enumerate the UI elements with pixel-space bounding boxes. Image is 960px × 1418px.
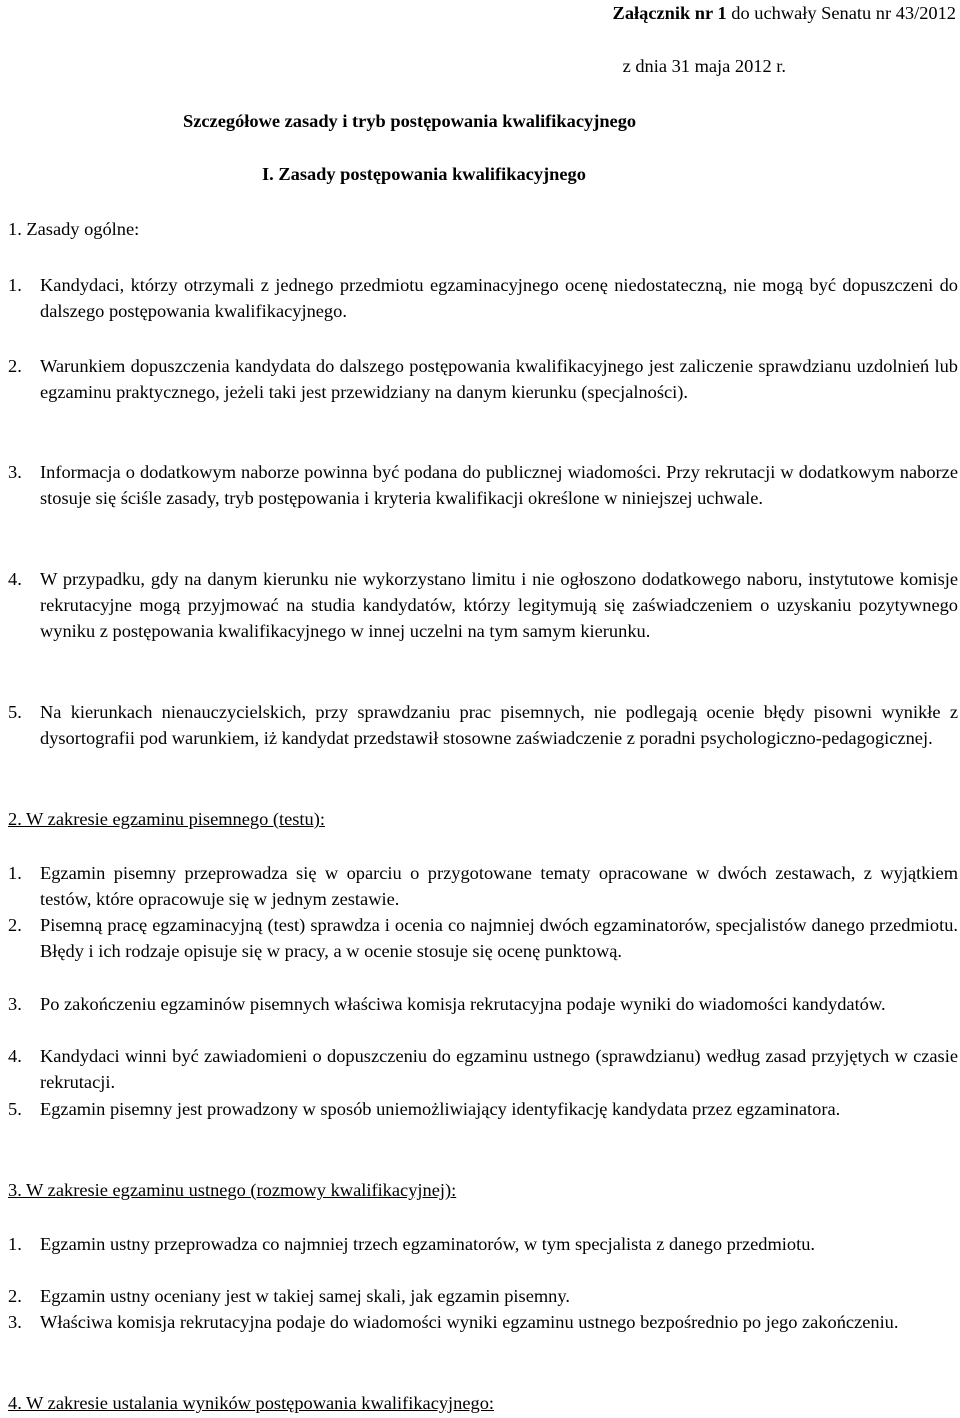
item-number: 1. [8, 863, 22, 883]
section-1-item-3 [8, 459, 958, 511]
attachment-date: z dnia 31 maja 2012 r. [622, 56, 786, 76]
item-number: 1. [8, 1234, 22, 1254]
section-2-heading: 2. W zakresie egzaminu pisemnego (testu): [8, 809, 325, 829]
item-number: 5. [8, 1099, 22, 1119]
item-text: W przypadku, gdy na danym kierunku nie wykorzystano limitu i nie ogłoszono dodatkowego naboru, instytutowe komisje rekrutacyjne mogą przyjmować na studia kandydatów, którzy legitymują się zaświadczeniem o uzyskaniu pozytywnego wyniku z postępowania kwalifikacyjnego w innej uczelni na tym samym kierunku. [40, 569, 958, 641]
attachment-resolution: do uchwały Senatu nr 43/2012 [726, 3, 956, 23]
item-text: Kandydaci, którzy otrzymali z jednego przedmiotu egzaminacyjnego ocenę niedostateczną, nie mogą być dopuszczeni do dalszego postępowania kwalifikacyjnego. [40, 275, 958, 321]
item-text: Egzamin ustny oceniany jest w takiej samej skali, jak egzamin pisemny. [40, 1286, 570, 1306]
item-text: Warunkiem dopuszczenia kandydata do dalszego postępowania kwalifikacyjnego jest zaliczenie sprawdzianu uzdolnień lub egzaminu praktycznego, jeżeli taki jest przewidziany na danym kierunku (specjalności). [40, 356, 958, 402]
section-4-heading [8, 1390, 494, 1416]
item-text: Egzamin pisemny jest prowadzony w sposób uniemożliwiający identyfikację kandydata przez egzaminatora. [40, 1099, 841, 1119]
section-1-item-1 [8, 272, 958, 324]
item-number: 2. [8, 356, 22, 376]
attachment-label: Załącznik nr 1 [612, 3, 727, 23]
item-number: 1. [8, 275, 22, 295]
item-number: 2. [8, 1286, 22, 1306]
section-3-item-3 [8, 1309, 958, 1335]
item-text: Egzamin pisemny przeprowadza się w oparciu o przygotowane tematy opracowane w dwóch zestawach, z wyjątkiem testów, które opracowuje się w jednym zestawie. [40, 863, 958, 909]
item-text: Na kierunkach nienauczycielskich, przy sprawdzaniu prac pisemnych, nie podlegają ocenie błędy pisowni wynikłe z dysortografii pod warunkiem, iż kandydat przedstawił stosowne zaświadczenie z poradni psychologiczno-pedagogicznej. [40, 702, 958, 748]
item-text: Kandydaci winni być zawiadomieni o dopuszczeniu do egzaminu ustnego (sprawdzianu) według zasad przyjętych w czasie rekrutacji. [40, 1046, 958, 1092]
part-title-text: I. Zasady postępowania kwalifikacyjnego [262, 164, 586, 184]
section-1-item-5 [8, 699, 958, 751]
item-number: 3. [8, 1312, 22, 1332]
attachment-line [613, 0, 956, 26]
item-text: Po zakończeniu egzaminów pisemnych właściwa komisja rekrutacyjna podaje wyniki do wiadomości kandydatów. [40, 994, 886, 1014]
item-number: 3. [8, 994, 22, 1014]
section-2-item-5 [8, 1096, 958, 1122]
section-4-heading-text: 4. W zakresie ustalania wyników postępowania kwalifikacyjnego: [8, 1393, 495, 1413]
section-3-item-2 [8, 1283, 958, 1309]
section-2-item-2 [8, 912, 958, 964]
section-1-heading: 1. Zasady ogólne: [8, 219, 140, 239]
section-3-item-1 [8, 1231, 958, 1257]
item-text: Egzamin ustny przeprowadza co najmniej trzech egzaminatorów, w tym specjalista z danego przedmiotu. [40, 1234, 816, 1254]
item-number: 4. [8, 569, 22, 589]
section-2-item-4 [8, 1043, 958, 1095]
section-1-item-4 [8, 566, 958, 644]
item-text: Właściwa komisja rekrutacyjna podaje do wiadomości wyniki egzaminu ustnego bezpośrednio po jego zakończeniu. [40, 1312, 899, 1332]
section-2-item-3 [8, 991, 958, 1017]
document-title [183, 108, 636, 134]
item-text: Pisemną pracę egzaminacyjną (test) sprawdza i ocenia co najmniej dwóch egzaminatorów, specjalistów danego przedmiotu. Błędy i ich rodzaje opisuje się w pracy, a w ocenie stosuje się ocenę punktową. [40, 915, 958, 961]
section-1-item-2 [8, 353, 958, 405]
section-3-heading: 3. W zakresie egzaminu ustnego (rozmowy kwalifikacyjnej): [8, 1180, 457, 1200]
document-title-text: Szczegółowe zasady i tryb postępowania kwalifikacyjnego [183, 111, 637, 131]
item-number: 3. [8, 462, 22, 482]
item-text: Informacja o dodatkowym naborze powinna być podana do publicznej wiadomości. Przy rekrutacji w dodatkowym naborze stosuje się ściśle zasady, tryb postępowania i kryteria kwalifikacji określone w niniejszej uchwale. [40, 462, 958, 508]
part-title [262, 161, 586, 187]
item-number: 5. [8, 702, 22, 722]
item-number: 2. [8, 915, 22, 935]
section-2-item-1 [8, 860, 958, 912]
item-number: 4. [8, 1046, 22, 1066]
